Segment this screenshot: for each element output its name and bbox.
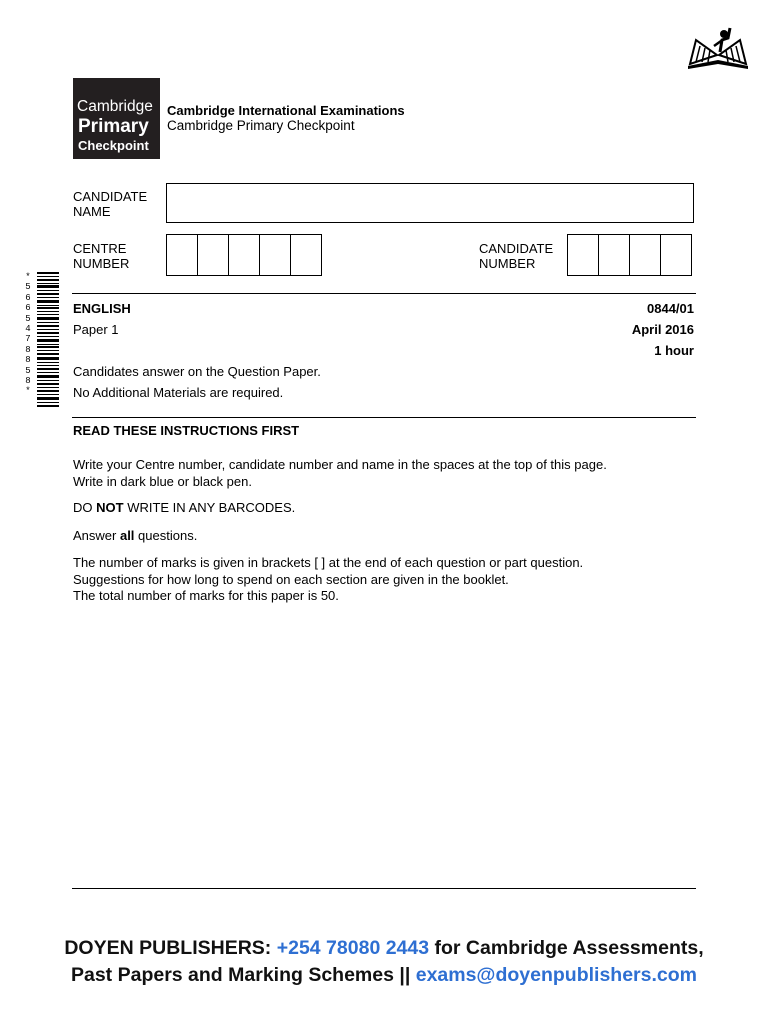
subject: ENGLISH	[73, 301, 131, 316]
candidate-number-digit-box[interactable]	[629, 234, 661, 276]
instruction-line: The total number of marks for this paper is 50.	[73, 588, 339, 603]
publisher-phone-link[interactable]: +254 78080 2443	[276, 937, 430, 959]
instruction-text: WRITE IN ANY BARCODES.	[123, 500, 296, 515]
instructions-heading: READ THESE INSTRUCTIONS FIRST	[73, 423, 300, 438]
centre-number-label-l1: CENTRE	[73, 241, 127, 256]
candidate-number-boxes[interactable]	[567, 234, 691, 276]
instructions-para-4	[73, 555, 583, 605]
instruction-line: Suggestions for how long to spend on each section are given in the booklet.	[73, 571, 509, 587]
barcode-digit: 8	[25, 376, 31, 387]
org-title: Cambridge International Examinations	[167, 103, 405, 118]
barcode-digit: 8	[25, 344, 31, 355]
instruction-emphasis: NOT	[96, 500, 124, 515]
centre-number-digit-box[interactable]	[166, 234, 198, 276]
barcode-digit: *	[25, 272, 31, 282]
instruction-line: Write your Centre number, candidate number and name in the spaces at the top of this page.	[73, 457, 607, 472]
footer-text: for Cambridge Assessments,	[434, 937, 704, 959]
instruction-text: Answer	[73, 528, 120, 543]
footer-line-2	[0, 962, 768, 989]
centre-number-digit-box[interactable]	[197, 234, 229, 276]
candidate-number-digit-box[interactable]	[660, 234, 692, 276]
barcode-digit: 4	[25, 324, 31, 335]
instruction-line: The number of marks is given in brackets [ ] at the end of each question or part question.	[73, 555, 584, 570]
centre-number-digit-box[interactable]	[259, 234, 291, 276]
instructions-para-1	[73, 457, 607, 490]
candidate-number-digit-box[interactable]	[567, 234, 599, 276]
barcode-digit: 6	[25, 292, 31, 303]
reading-book-logo-icon	[684, 22, 754, 72]
barcode-digit: *	[25, 386, 31, 397]
instruction-text: questions.	[134, 528, 198, 543]
candidate-number-label-l2: NUMBER	[479, 256, 536, 271]
barcode	[37, 272, 59, 408]
centre-number-digit-box[interactable]	[290, 234, 322, 276]
instructions-para-2	[73, 500, 295, 515]
publisher-email-link[interactable]: exams@doyenpublishers.com	[415, 964, 697, 986]
paper-number: Paper 1	[73, 322, 119, 337]
divider-top	[72, 293, 696, 294]
publisher-name: DOYEN PUBLISHERS:	[64, 937, 272, 959]
instructions-para-3	[73, 528, 197, 543]
answer-note: Candidates answer on the Question Paper.	[73, 364, 321, 379]
candidate-number-label-l1: CANDIDATE	[479, 241, 554, 256]
barcode-digit: 5	[25, 365, 31, 376]
candidate-name-label-l1: CANDIDATE	[73, 189, 148, 204]
paper-code: 0844/01	[647, 301, 694, 316]
candidate-number-label	[479, 241, 553, 271]
centre-number-label-l2: NUMBER	[73, 256, 130, 271]
materials-note: No Additional Materials are required.	[73, 385, 284, 400]
centre-number-boxes[interactable]	[166, 234, 321, 276]
barcode-digits	[22, 272, 34, 397]
centre-number-digit-box[interactable]	[228, 234, 260, 276]
candidate-number-digit-box[interactable]	[598, 234, 630, 276]
instruction-emphasis: all	[119, 528, 135, 543]
centre-number-label	[73, 241, 129, 271]
logo-line-3: Checkpoint	[78, 138, 149, 153]
candidate-name-field[interactable]	[166, 183, 694, 223]
barcode-digit: 7	[25, 334, 31, 345]
logo-line-1: Cambridge	[77, 98, 153, 115]
candidate-name-label-l2: NAME	[73, 204, 111, 219]
barcode-digit: 5	[25, 313, 31, 324]
footer-text: Past Papers and Marking Schemes ||	[70, 964, 411, 986]
barcode-digit: 5	[25, 282, 31, 293]
instruction-text: DO	[73, 500, 97, 515]
barcode-digit: 6	[25, 303, 31, 314]
candidate-name-label	[73, 189, 147, 219]
instruction-line: Write in dark blue or black pen.	[73, 473, 252, 489]
program-title: Cambridge Primary Checkpoint	[167, 118, 355, 133]
footer-line-1	[0, 935, 768, 962]
barcode-digit: 8	[25, 355, 31, 366]
divider-bottom	[72, 888, 696, 889]
divider-middle	[72, 417, 696, 418]
paper-duration: 1 hour	[654, 343, 694, 358]
logo-line-2: Primary	[78, 116, 149, 137]
paper-date: April 2016	[631, 322, 694, 337]
cambridge-primary-checkpoint-logo	[73, 78, 160, 159]
publisher-footer	[0, 935, 768, 989]
